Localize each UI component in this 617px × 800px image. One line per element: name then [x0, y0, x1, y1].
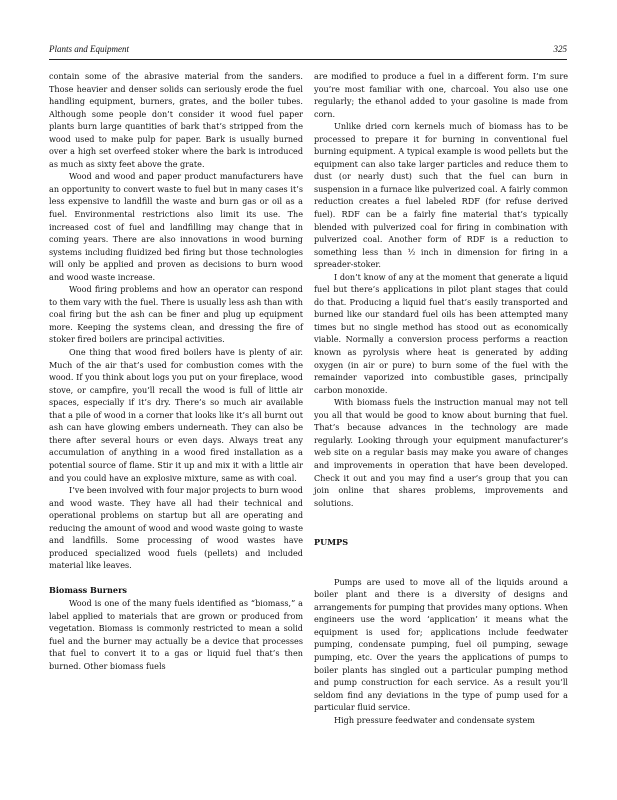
running-header: [49, 44, 567, 58]
paragraph: Wood firing problems and how an operator can respond to them vary with the fuel. There is usually less ash than with coal firing but the ash can be finer and plug up equipment more. Keeping the systems clean, and dressing the fire of stoker fired boilers are principal activities.: [49, 284, 303, 345]
paragraph: are modified to produce a fuel in a different form. I’m sure you’re most familiar with one, charcoal. You also use one regularly; the ethanol added to your gasoline is made from corn.: [314, 71, 568, 119]
paragraph: Wood is one of the many fuels identified as “biomass,” a label applied to materials that are grown or produced from vegetation. Biomass is commonly restricted to mean a solid fuel and the burner may actually be a device that processes that fuel to convert it to a gas or liquid fuel that’s then burned. Other biomass fuels: [49, 597, 303, 671]
header-rule: [49, 59, 567, 60]
paragraph: contain some of the abrasive material from the sanders. Those heavier and denser solids can seriously erode the fuel handling equipment, burners, grates, and the boiler tubes. Although some people don’t consider it wood fuel paper plants burn large quantities of bark that’s stripped from the wood used to make pulp for paper. Bark is usually burned over a high set overfeed stoker where the bark is introduced as much as sixty feet above the grate.: [49, 71, 303, 169]
left-column: [49, 70, 303, 672]
section-heading-biomass-burners: Biomass Burners: [49, 585, 127, 596]
spacer: [49, 572, 303, 585]
paragraph: With biomass fuels the instruction manual may not tell you all that would be good to know about burning that fuel. That’s because advances in the technology are made regularly. Looking through your equipment manufacturer’s web site on a regular basis may make you aware of changes and improvements in operation that have been developed. Check it out and you may find a user’s group that you can join online that shares problems, improvements and solutions.: [314, 397, 568, 508]
paragraph: One thing that wood fired boilers have is plenty of air. Much of the air that’s used for combustion comes with the wood. If you think about logs you put on your fireplace, wood stove, or campfire, you’ll recall the wood is full of little air spaces, especially if it’s dry. There’s so much air available that a pile of wood in a corner that looks like it’s all burnt out ash can have glowing embers underneath. They can also be there after several hours or even days. Always treat any accumulation of anything in a wood fired installation as a potential source of flame. Stir it up and mix it with a little air and you could have an explosive mixture, same as with coal.: [49, 347, 303, 483]
right-column: [314, 70, 568, 726]
paragraph: Wood and wood and paper product manufacturers have an opportunity to convert waste to fuel but in many cases it’s less expensive to landfill the waste and burn gas or oil as a fuel. Environmental restrictions also limit its use. The increased cost of fuel and landfilling may change that in coming years. There are also innovations in wood burning systems including fluidized bed firing but those technologies will only be applied and proven as decisions to burn wood and wood waste increase.: [49, 171, 303, 282]
paragraph: Unlike dried corn kernels much of biomass has to be processed to prepare it for burning in conventional fuel burning equipment. A typical example is wood pellets but the equipment can also take larger particles and reduce them to dust (or nearly dust) such that the fuel can burn in suspension in a furnace like pulverized coal. A fairly common reduction creates a fuel labeled RDF (for refuse derived fuel). RDF can be a fairly fine material that’s typically blended with pulverized coal for firing in combination with pulverized coal. Another form of RDF is a reduction to something less than ½ inch in dimension for firing in a spreader-stoker.: [314, 121, 568, 270]
paragraph: Pumps are used to move all of the liquids around a boiler plant and there is a diversity of designs and arrangements for pumping that provides many options. When engineers use the word ‘application’ it means what the equipment is used for; applications include feedwater pumping, condensate pumping, fuel oil pumping, sewage pumping, etc. Over the years the applications of pumps to boiler plants has singled out a particular pumping method and pump construction for each service. As a result you’ll seldom find any deviations in the type of pump used for a particular fluid service.: [314, 576, 568, 713]
running-title: Plants and Equipment: [49, 44, 129, 54]
section-heading-pumps: PUMPS: [314, 537, 349, 548]
paragraph: I don’t know of any at the moment that generate a liquid fuel but there’s applications in pilot plant stages that could do that. Producing a liquid fuel that’s easily transported and burned like our standard fuel oils has been attempted many times but no single method has stood out as economically viable. Normally a conversion process performs a reaction known as pyrolysis where heat is generated by adding oxygen (in air or pure) to burn some of the fuel with the remainder vaporized into combustible gases, principally carbon monoxide.: [314, 271, 568, 395]
page-number: 325: [553, 44, 567, 54]
paragraph: I’ve been involved with four major projects to burn wood and wood waste. They have all had their technical and operational problems on startup but all are operating and reducing the amount of wood and wood waste going to waste and landfills. Some processing of wood wastes have produced specialized wood fuels (pellets) and included material like leaves.: [49, 485, 303, 571]
paragraph: High pressure feedwater and condensate system: [334, 714, 535, 725]
spacer: [314, 509, 568, 536]
spacer: [314, 549, 568, 576]
